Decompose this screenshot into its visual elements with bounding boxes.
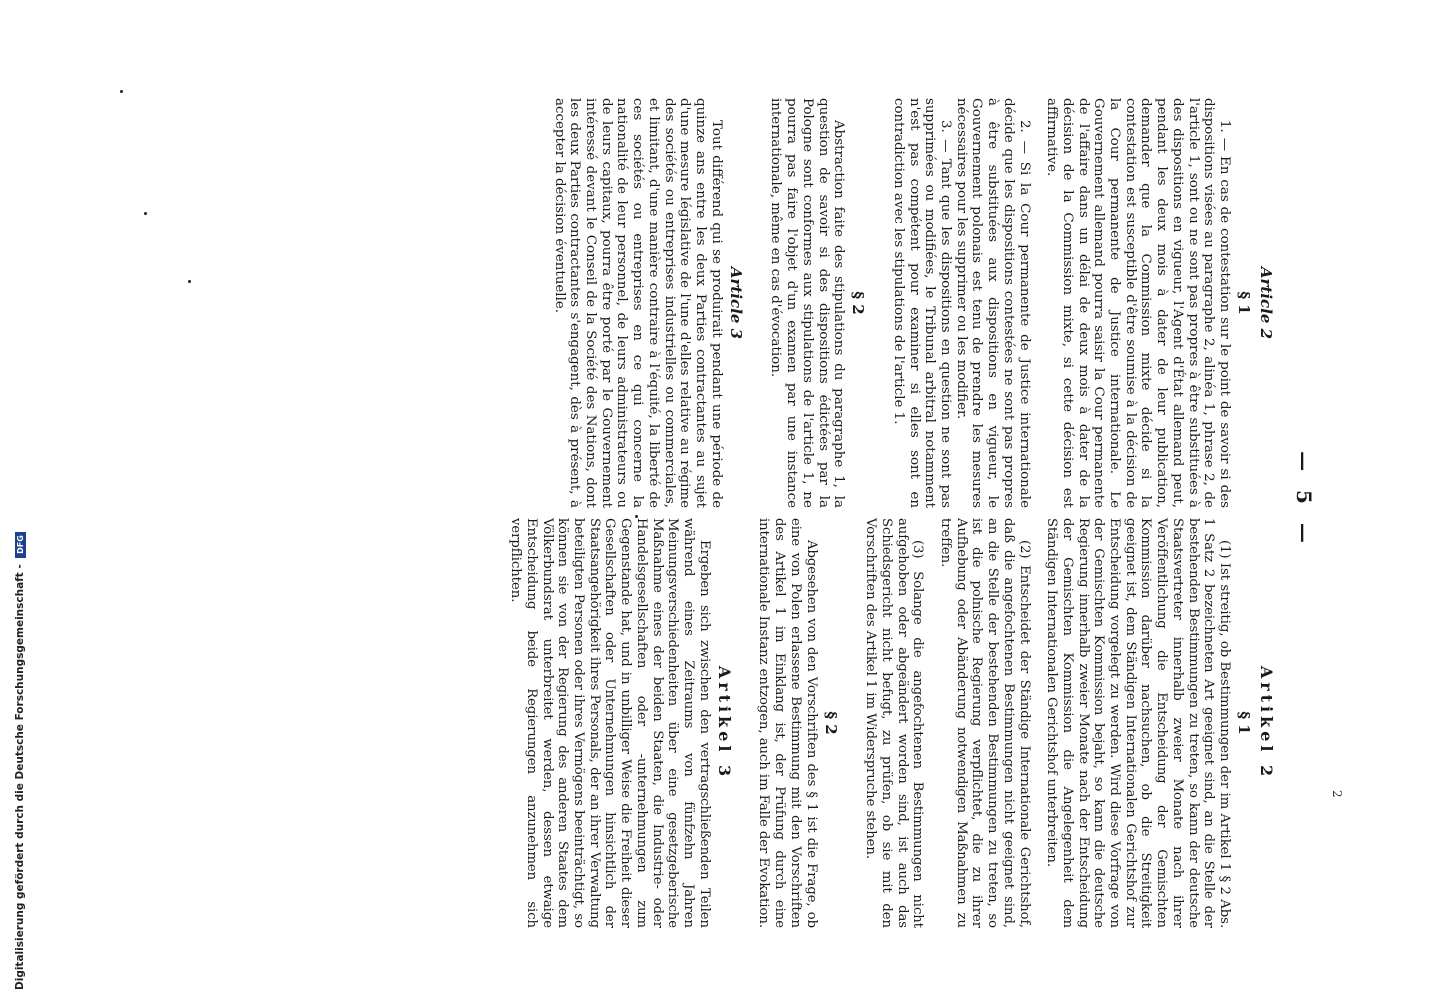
article-2-p2-text-fr: Abstraction faite des stipulations du paragraphe 1, la question de savoir si des dispositions édictées par la Pologne sont conformes aux stipulations de l'article 1, ne pourra pas faire l'objet d'un examen par une instance internationale, même en cas d'évocation. (768, 98, 847, 508)
paragraph-1-heading-de: § 1 (1235, 711, 1253, 735)
article-2-p1-text-3-fr: 3. — Tant que les dispositions en question ne sont pas supprimées ou modifiées, le Tribunal arbitral notamment n'est pas compétent pour examiner si elles sont en contradiction avec les stipulations de l'article 1. (890, 98, 954, 508)
scan-speck (144, 212, 147, 215)
digitization-credit (14, 0, 26, 990)
article-2-heading-de: Artikel 2 (1257, 665, 1276, 781)
article-2-p1-text-1-fr: 1. — En cas de contestation sur le point de savoir si des dispositions visées au paragraphe 2, alinéa 1, phrase 2, de l'article 1, sont ou ne sont pas propres à être substituées à des dispositions en vigueur, l'Agent d'État allemand peut, pendant les deux mois à dater de leur publication, demander que la Commission mixte décide si la contestation est susceptible d'être soumise à la décision de la Cour permanente de Justice internationale. Le Gouvernement allemand pourra saisir la Cour permanente de l'affaire dans un délai de deux mois à dater de la décision de la Commission mixte, si cette décision est affirmative. (1044, 98, 1232, 508)
article-2-p1-text-2-fr: 2. — Si la Cour permanente de Justice internationale décide que les dispositions contestées ne sont pas propres à être substituées aux dispositions en vigueur, le Gouvernement polonais est tenu de prendre les mesures nécessaires pour les supprimer ou les modifier. (953, 98, 1032, 508)
article-2-p1-text-2-de: (2) Entscheidet der Ständige Internationale Gerichtshof, daß die angefochtenen Bestimmungen nicht geeignet sind, an die Stelle der bestehenden Bestimmungen zu treten, so ist die polnische Regierung verpflichtet, die zu ihrer Aufhebung oder Abänderung notwendigen Maßnahmen zu treffen. (938, 518, 1032, 928)
page-number: — 5 — (1292, 451, 1316, 549)
article-3-heading-de: Artikel 3 (714, 665, 734, 781)
article-2-p1-text-1-de: (1) Ist streitig, ob Bestimmungen der im Artikel 1 § 2 Abs. 1 Satz 2 bezeichneten Art geeignet sind, an die Stelle der bestehenden Bestimmungen zu treten, so kann der deutsche Staatsvertreter innerhalb zweier Monate nach ihrer Veröffentlichung die Entscheidung der Gemischten Kommission darüber nachsuchen, ob die Streitigkeit geeignet ist, dem Ständigen Internationalen Gerichtshof zur Entscheidung vorgelegt zu werden. Wird diese Vorfrage von der Gemischten Kommission bejaht, so kann die deutsche Regierung innerhalb zweier Monate nach der Entscheidung der Gemischten Kommission die Angelegenheit dem Ständigen Internationalen Gerichtshof unterbreiten. (1044, 518, 1232, 928)
dfg-logo: DFG (15, 532, 26, 558)
paragraph-2-heading-fr: § 2 (849, 291, 868, 315)
article-2-p2-text-de: Abgesehen von den Vorschriften des § 1 ist die Frage, ob eine von Polen erlassene Bestimmung mit den Vorschriften des Artikel 1 im Einklang ist, der Prüfung durch eine internationale Instanz entzogen, auch im Falle der Evokation. (756, 518, 819, 928)
signature-mark: 2 (1330, 790, 1344, 798)
article-2-heading-fr: Article 2 (1257, 266, 1275, 340)
scan-speck (188, 280, 191, 283)
paragraph-2-heading-de: § 2 (821, 711, 840, 735)
french-column (539, 98, 1276, 508)
paragraph-1-heading-fr: § 1 (1235, 291, 1253, 315)
digitization-credit-text: Digitalisierung gefördert durch die Deutsche Forschungsgemeinschaft - (14, 564, 26, 990)
german-column (496, 518, 1276, 928)
article-2-p1-text-3-de: (3) Solange die angefochtenen Bestimmungen nicht aufgehoben oder abgeändert worden sind, ist auch das Schiedsgericht nicht befugt, zu prüfen, ob sie mit den Vorschriften des Artikel 1 im Widerspruche stehen. (863, 518, 926, 928)
scan-speck (120, 90, 123, 93)
article-3-text-fr: Tout différend qui se produirait pendant une période de quinze ans entre les deux Parties contractantes au sujet d'une mesure législative de l'une d'elles relative au régime des sociétés ou entreprises industrielles ou commerciales, et limitant, d'une manière contraire à l'équité, la liberté de ces sociétés ou entreprises en ce qui concerne la nationalité de leur personnel, de leurs administrateurs ou de leurs capitaux, pourra être porté par le Gouvernement intéressé devant le Conseil de la Société des Nations, dont les deux Parties contractantes s'engagent, dès à présent, à accepter la décision éventuelle. (551, 98, 724, 508)
article-3-text-de: Ergeben sich zwischen den vertragschließenden Teilen während eines Zeitraums von fünfzehn Jahren Meinungsverschiedenheiten über eine gesetzgeberische Maßnahme eines der beiden Staaten, die Industrie- oder Handelsgesellschaften oder -unternehmungen zum Gegenstande hat, und in unbilliger Weise die Freiheit dieser Gesellschaften oder Unternehmungen hinsichtlich der Staatsangehörigkeit ihres Personals, der an ihrer Verwaltung beteiligten Personen oder ihres Vermögens beeinträchtigt, so können sie von der Regierung des anderen Staates dem Völkerbundsrat unterbreitet werden, dessen etwaige Entscheidung beide Regierungen anzunehmen sich verpflichten. (508, 518, 712, 928)
article-3-heading-fr: Article 3 (726, 266, 745, 340)
scan-speck (635, 515, 638, 518)
